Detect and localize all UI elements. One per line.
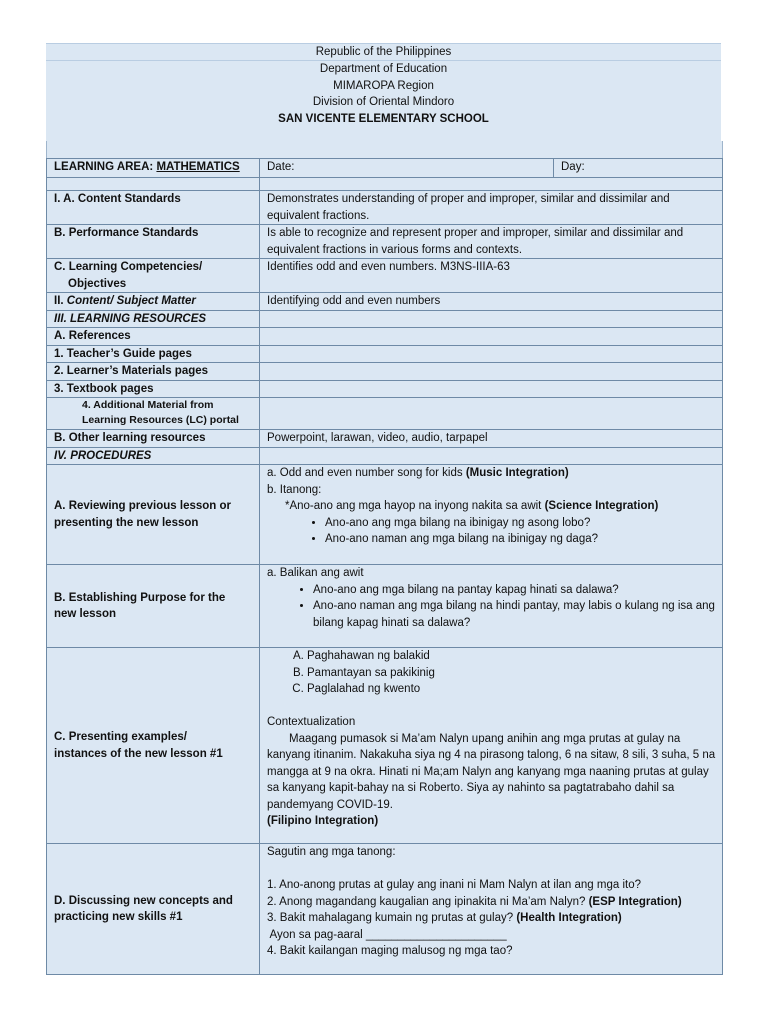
question-1: 1. Ano-anong prutas at gulay ang inani ni Mam Nalyn at ilan ang mga ito? [267, 879, 641, 891]
table-row [47, 565, 723, 648]
blank-cell [260, 310, 723, 328]
day-cell [554, 159, 723, 178]
day-label: Day: [561, 161, 585, 173]
blank-cell [260, 380, 723, 398]
procedure-b-bullets [267, 582, 718, 632]
header-spacer-row [46, 141, 723, 158]
list-item: • Ano-ano ang mga bilang na pantay kapag hinati sa dalawa? [313, 582, 718, 599]
header-line-republic: Republic of the Philippines [46, 44, 721, 61]
procedure-d-label-line1: D. Discussing new concepts and [54, 894, 233, 907]
procedure-a-line3-text: *Ano-ano ang mga hayop na inyong nakita sa awit [285, 500, 545, 512]
filipino-integration-tag: (Filipino Integration) [267, 815, 379, 827]
procedure-a-label-line1: A. Reviewing previous lesson or [54, 500, 232, 512]
procedure-a-line1-text: a. Odd and even number song for kids [267, 467, 466, 479]
procedure-c-label-line2: instances of the new lesson #1 [54, 747, 223, 760]
other-resources-value: Powerpoint, larawan, video, audio, tarpapel [260, 430, 723, 448]
competencies-label [47, 259, 260, 293]
table-row [47, 159, 723, 178]
procedure-d-label-line2: practicing new skills #1 [54, 911, 183, 923]
additional-material-line1: 4. Additional Material from [82, 399, 214, 411]
procedure-d-content [260, 844, 723, 975]
blank-cell [260, 328, 723, 346]
learning-area-cell [47, 159, 260, 178]
learning-resources-label: III. LEARNING RESOURCES [47, 310, 260, 328]
content-standards-value: Demonstrates understanding of proper and improper, similar and dissimilar and equivalent fractions. [260, 191, 723, 225]
table-row [47, 310, 723, 328]
music-integration-tag: (Music Integration) [465, 467, 569, 479]
subject-matter-italic: Content/ Subject Matter [66, 295, 196, 307]
other-resources-label: B. Other learning resources [47, 430, 260, 448]
table-row [47, 430, 723, 448]
list-item: C. Paglalahad ng kwento [307, 681, 718, 698]
table-row [47, 844, 723, 975]
teachers-guide-label: 1. Teacher’s Guide pages [47, 345, 260, 363]
table-row [47, 259, 723, 293]
table-row [47, 328, 723, 346]
table-row [47, 178, 723, 191]
competencies-label-line1: C. Learning Competencies/ [54, 261, 203, 273]
blank-cell [260, 178, 723, 191]
blank-cell [260, 363, 723, 381]
competencies-label-line2: Objectives [68, 277, 127, 290]
table-row [47, 648, 723, 844]
procedure-b-content [260, 565, 723, 648]
blank-cell [260, 447, 723, 465]
procedure-a-line1 [267, 465, 718, 482]
question-3 [267, 910, 718, 927]
header-line-division: Division of Oriental Mindoro [312, 96, 455, 108]
table-row [47, 191, 723, 225]
performance-standards-label: B. Performance Standards [47, 225, 260, 259]
learners-materials-label: 2. Learner’s Materials pages [47, 363, 260, 381]
procedure-d-label [47, 844, 260, 975]
date-label: Date: [267, 161, 295, 173]
learning-area-label: LEARNING AREA: [54, 161, 157, 173]
subject-matter-value: Identifying odd and even numbers [260, 293, 723, 311]
procedure-a-bullets [267, 515, 718, 548]
procedure-b-label-line1: B. Establishing Purpose for the [54, 591, 226, 604]
science-integration-tag: (Science Integration) [544, 500, 659, 512]
contextualization-title: Contextualization [267, 716, 356, 728]
performance-standards-value: Is able to recognize and represent proper and improper, similar and dissimilar and equivalent fractions in various forms and contexts. [260, 225, 723, 259]
table-row [47, 293, 723, 311]
header-school-name: SAN VICENTE ELEMENTARY SCHOOL [278, 112, 489, 125]
spacer [267, 861, 718, 878]
health-integration-tag: (Health Integration) [516, 912, 622, 924]
references-label: A. References [47, 328, 260, 346]
blank-cell [47, 178, 260, 191]
table-row [47, 465, 723, 565]
question-3-followup: Ayon sa pag-aaral ______________________ [267, 928, 507, 941]
procedure-a-content [260, 465, 723, 565]
procedure-b-label [47, 565, 260, 648]
document-header [46, 43, 721, 142]
subject-matter-prefix: II. [54, 295, 67, 307]
procedure-c-steps [267, 648, 718, 698]
procedure-c-label [47, 648, 260, 844]
lesson-plan-table [46, 158, 723, 975]
question-2-text: 2. Anong magandang kaugalian ang ipinakita ni Ma’am Nalyn? [267, 895, 589, 908]
procedure-c-label-line1: C. Presenting examples/ [54, 731, 187, 743]
list-item: • Ano-ano naman ang mga bilang na ibinigay ng daga? [325, 531, 718, 548]
question-3-text: 3. Bakit mahalagang kumain ng prutas at gulay? [267, 912, 517, 924]
competencies-value: Identifies odd and even numbers. M3NS-IIIA-63 [260, 259, 723, 293]
blank-cell [260, 345, 723, 363]
procedure-a-line3 [267, 498, 718, 515]
learning-area-value: MATHEMATICS [156, 161, 240, 173]
textbook-pages-label: 3. Textbook pages [47, 380, 260, 398]
procedure-a-line2: b. Itanong: [267, 483, 322, 496]
contextualization-story: Maagang pumasok si Ma’am Nalyn upang anihin ang mga prutas at gulay na kanyang itinanim. Nakakuha siya ng 4 na pirasong talong, 6 na sitaw, 8 sili, 3 suha, 5 na mangga at 9 na okra. Hinati ni Ma;am Nalyn ang kanyang mga naaning prutas at gulay sa kanyang kapit-bahay na si Roberto. Siya ay nahinto sa pagtatrabaho dahil sa pandemyang COVID-19. [267, 732, 716, 811]
question-4: 4. Bakit kailangan maging malusog ng mga tao? [267, 945, 513, 957]
procedure-a-label [47, 465, 260, 565]
subject-matter-label [47, 293, 260, 311]
list-item: A. Paghahawan ng balakid [307, 648, 718, 665]
date-cell [260, 159, 554, 178]
esp-integration-tag: (ESP Integration) [588, 895, 682, 908]
procedure-b-label-line2: new lesson [54, 608, 116, 620]
table-row [47, 447, 723, 465]
spacer [267, 698, 718, 715]
additional-material-label [47, 398, 260, 430]
content-standards-label: I. A. Content Standards [47, 191, 260, 225]
additional-material-line2: Learning Resources (LC) portal [82, 413, 239, 426]
header-line-region: MIMAROPA Region [333, 79, 434, 92]
table-row [47, 380, 723, 398]
blank-cell [260, 398, 723, 430]
table-row [47, 398, 723, 430]
procedure-c-content [260, 648, 723, 844]
question-2 [267, 894, 718, 911]
list-item: • Ano-ano ang mga bilang na ibinigay ng asong lobo? [325, 515, 718, 532]
header-line-deped: Department of Education [319, 63, 448, 75]
procedure-d-intro: Sagutin ang mga tanong: [267, 846, 396, 858]
table-row [47, 363, 723, 381]
procedure-a-label-line2: presenting the new lesson [54, 516, 199, 529]
list-item: B. Pamantayan sa pakikinig [307, 665, 718, 682]
procedure-b-line1: a. Balikan ang awit [267, 567, 364, 579]
list-item: • Ano-ano naman ang mga bilang na hindi pantay, may labis o kulang ng isa ang bilang kapag hinati sa dalawa? [313, 598, 718, 631]
table-row [47, 345, 723, 363]
procedures-label: IV. PROCEDURES [47, 447, 260, 465]
table-row [47, 225, 723, 259]
